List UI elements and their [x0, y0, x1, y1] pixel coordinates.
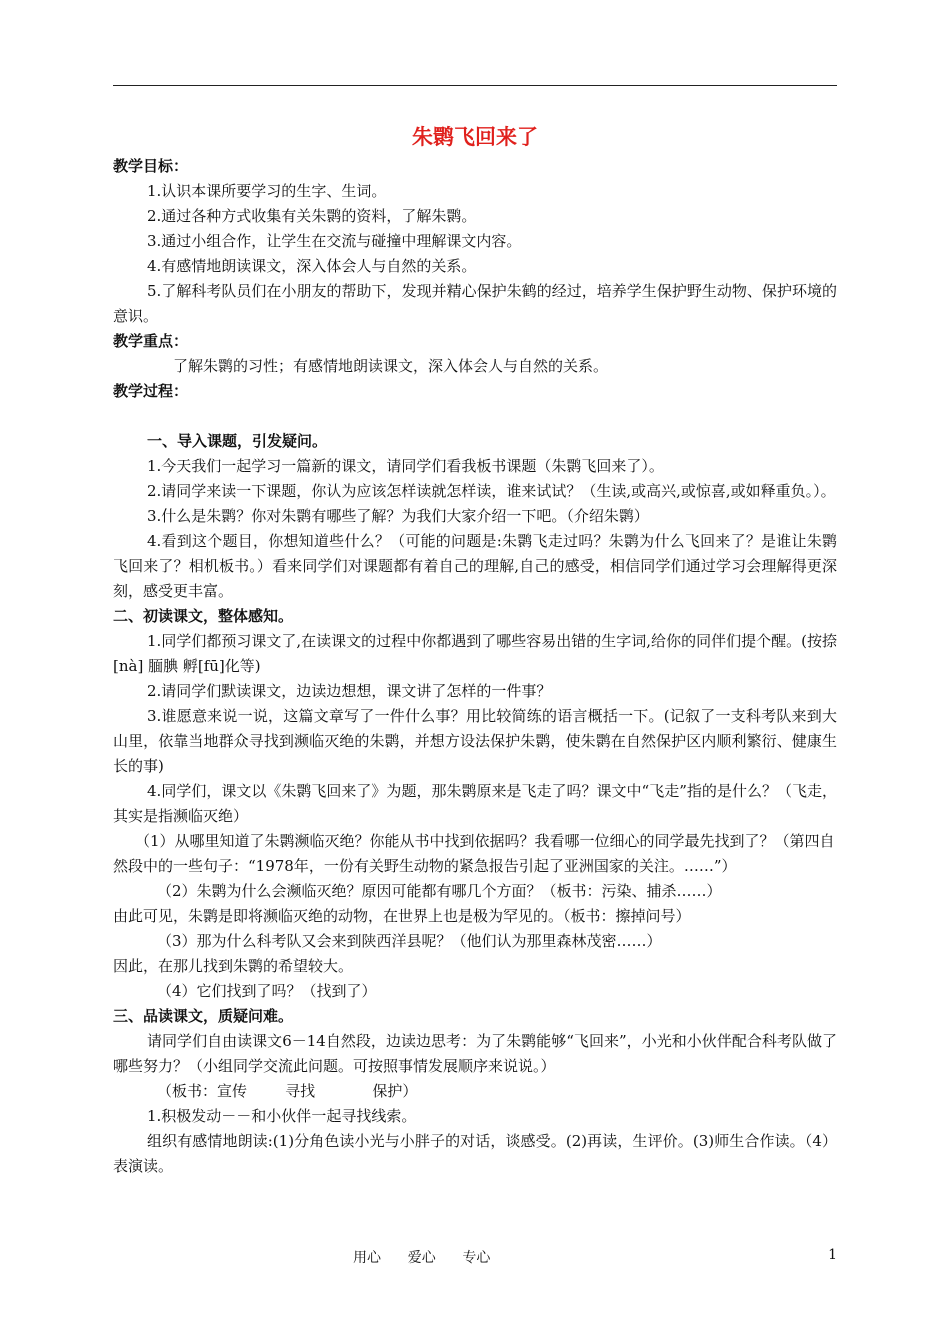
part1-item: 2.请同学来读一下课题，你认为应该怎样读就怎样读，谁来试试？（生读,或高兴,或惊喜,或如释重负。）。	[147, 482, 836, 500]
part3-heading: 三、品读课文，质疑问难。	[113, 1007, 294, 1025]
part2-question-1: （1）从哪里知道了朱鹮濒临灭绝？你能从书中找到依据吗？我看哪一位细心的同学最先找到了？（第四自然段中的一些句子：“1978年，一份有关野生动物的紧急报告引起了亚洲国家的关注。……”）	[113, 832, 835, 875]
process-heading: 教学过程：	[113, 382, 189, 400]
page-number: 1	[828, 1247, 837, 1263]
footer-text: 用心 爱心 专心	[353, 1250, 491, 1266]
focus-heading: 教学重点：	[113, 332, 189, 350]
part3-item: 1.积极发动－－和小伙伴一起寻找线索。	[147, 1107, 417, 1125]
goal-item: 3.通过小组合作，让学生在交流与碰撞中理解课文内容。	[147, 232, 522, 250]
part1-heading: 一、导入课题，引发疑问。	[147, 432, 328, 450]
part2-item: 2.请同学们默读课文，边读边想想，课文讲了怎样的一件事？	[147, 682, 552, 700]
goal-item: 1.认识本课所要学习的生字、生词。	[147, 182, 387, 200]
goal-item: 5.了解科考队员们在小朋友的帮助下，发现并精心保护朱鹤的经过，培养学生保护野生动物、保护环境的意识。	[113, 282, 837, 325]
part2-question-2: （2）朱鹮为什么会濒临灭绝？原因可能都有哪几个方面？（板书：污染、捕杀……）	[157, 882, 722, 900]
part1-item: 4.看到这个题目，你想知道些什么？（可能的问题是:朱鹮飞走过吗？朱鹮为什么飞回来了？是谁让朱鹮飞回来了？相机板书。）看来同学们对课题都有着自己的理解,自己的感受，相信同学们通过学习会理解得更深刻，感受更丰富。	[113, 532, 837, 600]
part2-item: 4.同学们，课文以《朱鹮飞回来了》为题，那朱鹮原来是飞走了吗？课文中“飞走”指的是什么？（飞走，其实是指濒临灭绝）	[113, 782, 837, 825]
part2-item: 1.同学们都预习课文了,在读课文的过程中你都遇到了哪些容易出错的生字词,给你的同伴们提个醒。(按捺[nà] 腼腆 孵[fū]化等)	[113, 632, 837, 675]
document-title: 朱鹮飞回来了	[412, 124, 538, 149]
part3-item-detail: 组织有感情地朗读:(1)分角色读小光与小胖子的对话，谈感受。(2)再读，生评价。(3)师生合作读。（4）表演读。	[113, 1132, 837, 1175]
goal-item: 2.通过各种方式收集有关朱鹮的资料，了解朱鹮。	[147, 207, 477, 225]
goals-heading: 教学目标：	[113, 157, 189, 175]
part3-board: （板书：宣传 寻找 保护）	[157, 1082, 418, 1100]
part2-note-2: 由此可见，朱鹮是即将濒临灭绝的动物，在世界上也是极为罕见的。（板书：擦掉问号）	[113, 907, 691, 925]
part1-item: 1.今天我们一起学习一篇新的课文，请同学们看我板书课题（朱鹮飞回来了）。	[147, 457, 664, 475]
focus-text: 了解朱鹮的习性；有感情地朗读课文，深入体会人与自然的关系。	[173, 357, 609, 375]
part2-heading: 二、初读课文，整体感知。	[113, 607, 294, 625]
document-body	[113, 118, 837, 1179]
part2-note-3: 因此，在那儿找到朱鹮的希望较大。	[113, 957, 354, 975]
part2-question-3: （3）那为什么科考队又会来到陕西洋县呢？（他们认为那里森林茂密……）	[157, 932, 662, 950]
part3-intro: 请同学们自由读课文6－14自然段，边读边思考：为了朱鹮能够“飞回来”，小光和小伙伴配合科考队做了哪些努力？（小组同学交流此问题。可按照事情发展顺序来说说。）	[113, 1032, 837, 1075]
header-rule	[113, 85, 837, 86]
part2-item: 3.谁愿意来说一说，这篇文章写了一件什么事？用比较简练的语言概括一下。(记叙了一支科考队来到大山里，依靠当地群众寻找到濒临灭绝的朱鹮，并想方设法保护朱鹮，使朱鹮在自然保护区内顺利繁衍、健康生长的事)	[113, 707, 837, 775]
part2-question-4: （4）它们找到了吗？（找到了）	[157, 982, 377, 1000]
goal-item: 4.有感情地朗读课文，深入体会人与自然的关系。	[147, 257, 477, 275]
part1-item: 3.什么是朱鹮？你对朱鹮有哪些了解？为我们大家介绍一下吧。（介绍朱鹮）	[147, 507, 649, 525]
